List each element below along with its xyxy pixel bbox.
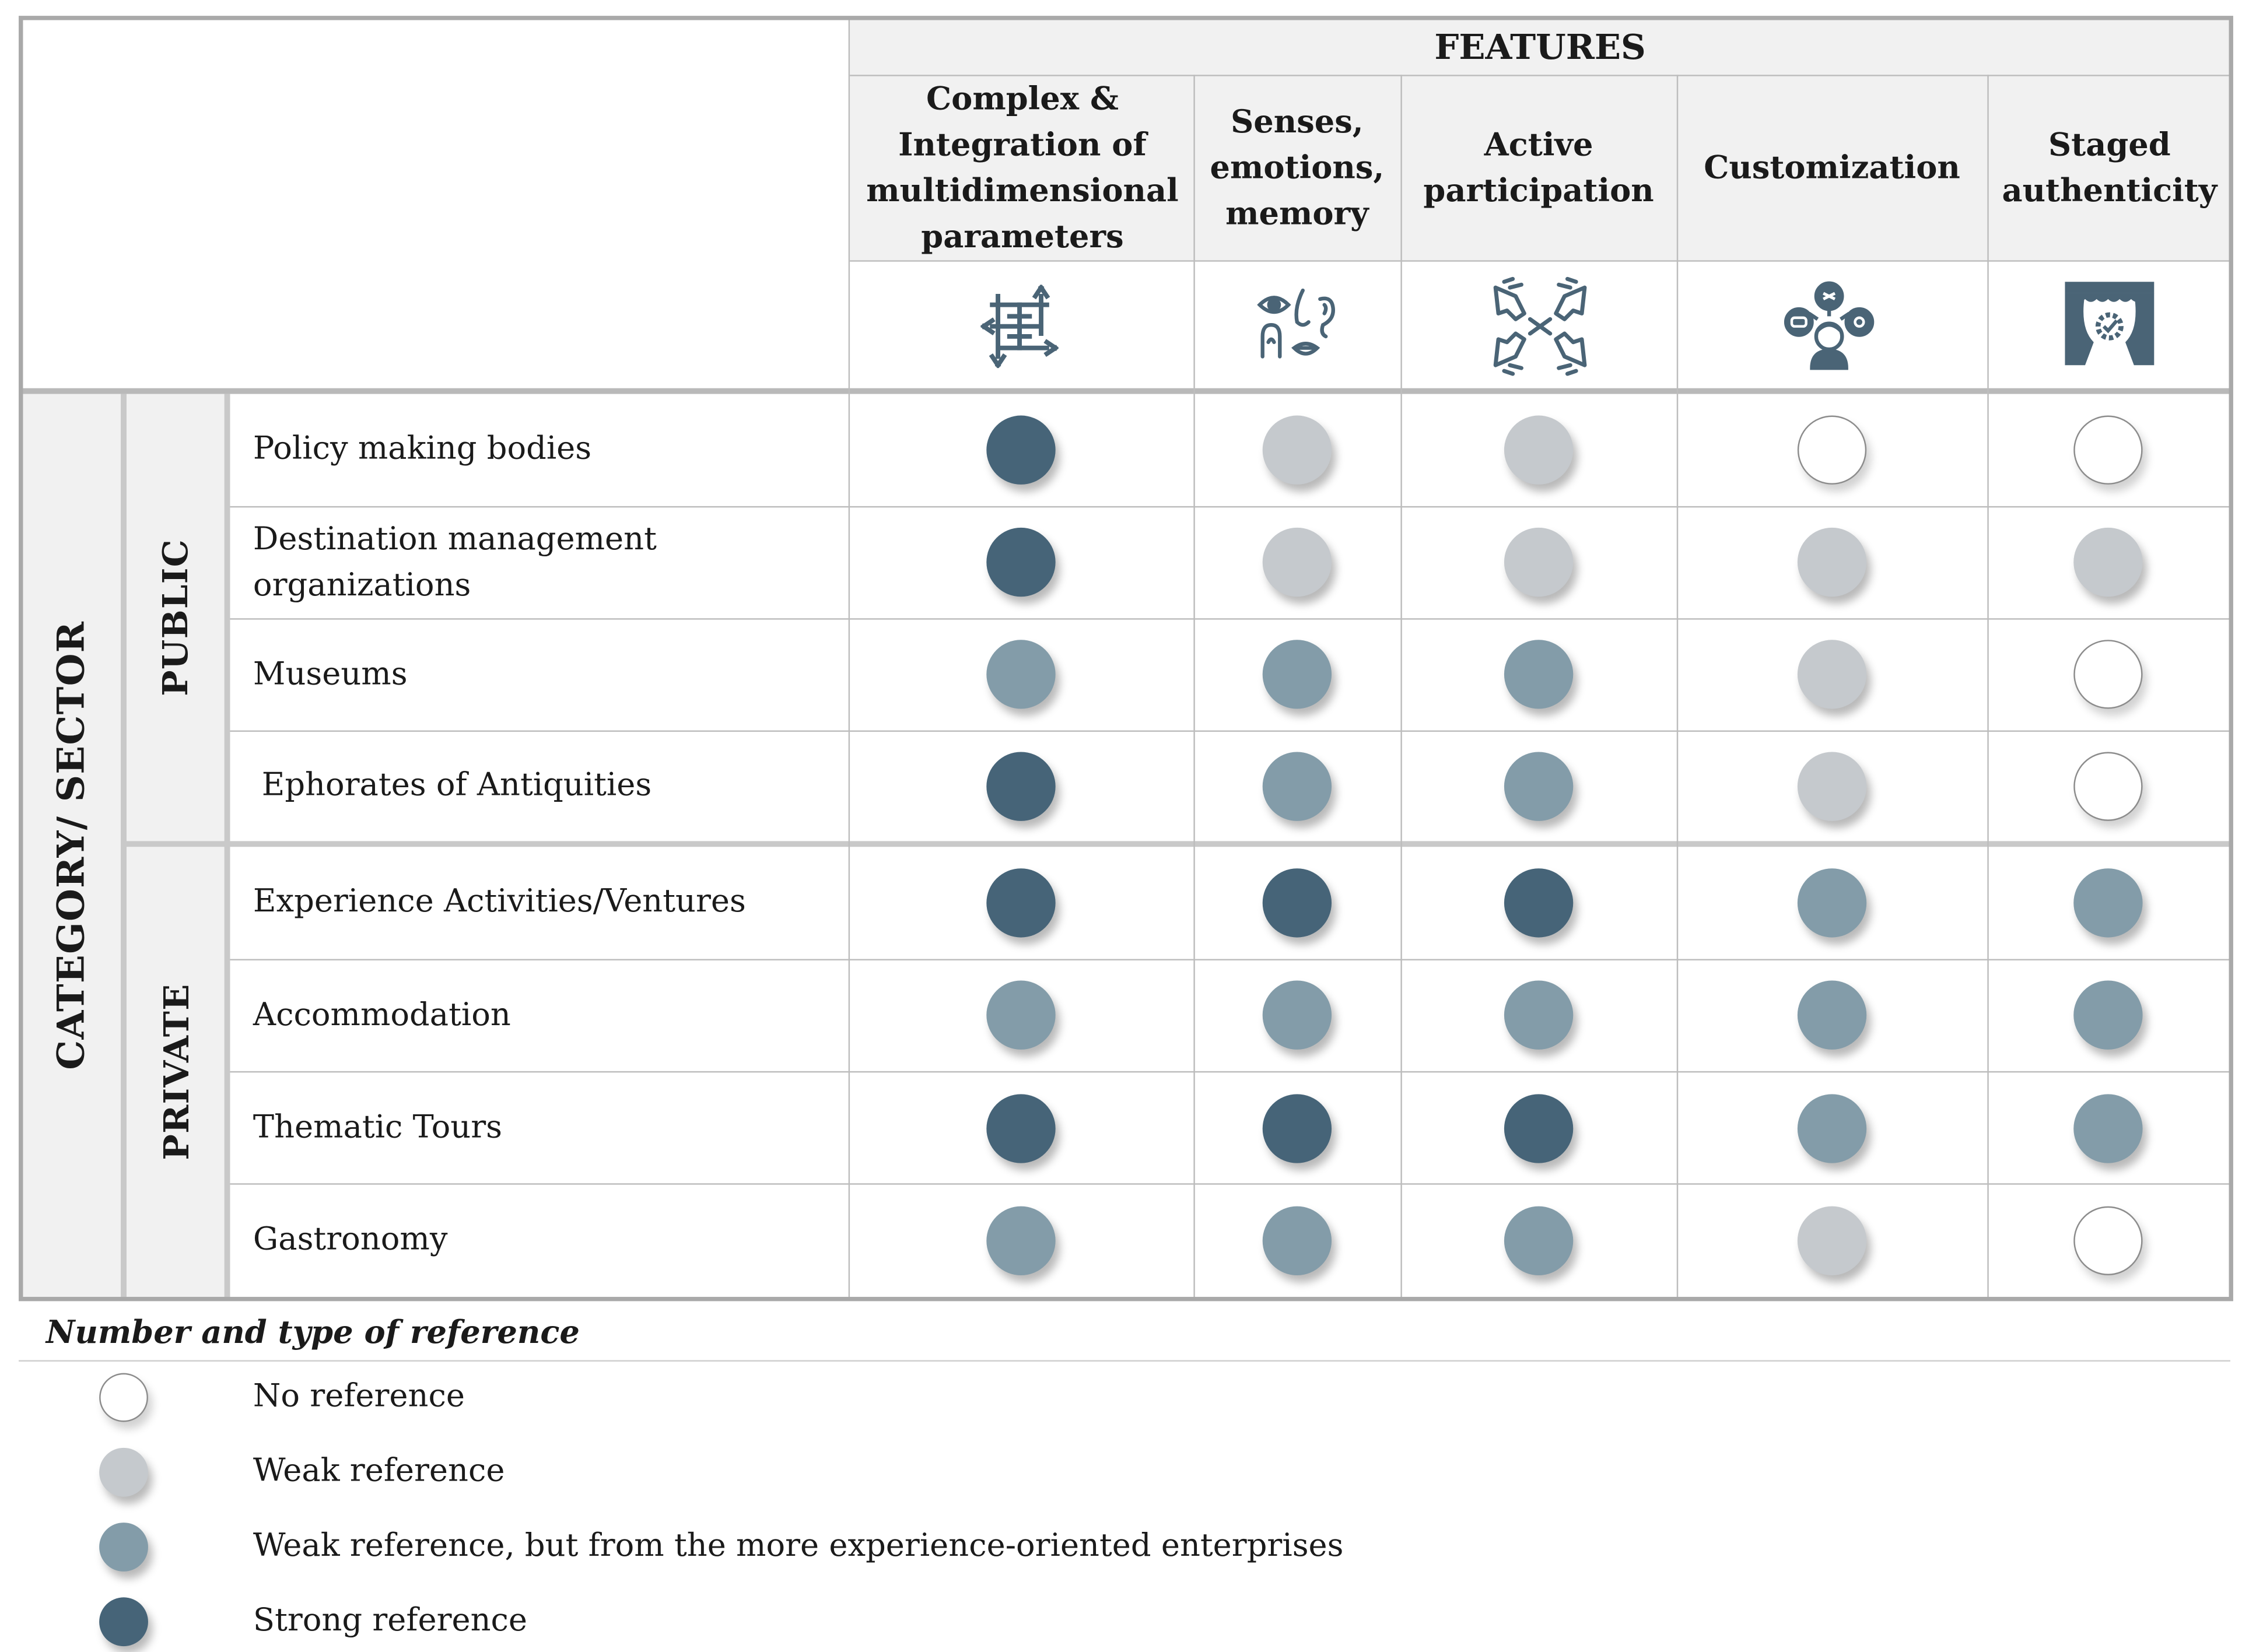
reference-dot xyxy=(1798,868,1866,937)
reference-dot xyxy=(1798,528,1866,597)
private-sector-label: PRIVATE xyxy=(155,983,197,1160)
reference-dot xyxy=(2073,981,2142,1050)
row-label-tours: Thematic Tours xyxy=(253,1109,502,1145)
reference-dot xyxy=(1798,416,1866,485)
reference-dot xyxy=(986,1094,1055,1163)
feature-header-staged: Staged authenticity xyxy=(2002,125,2218,209)
reference-dot xyxy=(986,752,1055,821)
legend-label: Strong reference xyxy=(253,1603,528,1639)
reference-dot xyxy=(1504,752,1573,821)
reference-dot xyxy=(986,416,1055,485)
legend-rule xyxy=(19,1360,2230,1361)
reference-dot xyxy=(1504,868,1573,937)
reference-dot xyxy=(986,640,1055,708)
reference-dot xyxy=(1263,640,1332,708)
reference-dot xyxy=(2073,416,2142,485)
row-label-museums: Museums xyxy=(253,656,408,693)
row-label-ephorates: Ephorates of Antiquities xyxy=(261,767,652,804)
reference-dot xyxy=(1798,1094,1866,1163)
row-label-gastronomy: Gastronomy xyxy=(253,1222,448,1258)
reference-dot xyxy=(2073,752,2142,821)
feature-header-customization: Customization xyxy=(1704,149,1960,187)
reference-dot xyxy=(1504,640,1573,708)
row-label-experience: Experience Activities/Ventures xyxy=(253,884,746,920)
reference-dot xyxy=(1798,640,1866,708)
reference-dot xyxy=(986,528,1055,597)
feature-header-complex: Complex & Integration of multidimensional parameters xyxy=(866,79,1179,255)
reference-dot xyxy=(2073,528,2142,597)
reference-dot xyxy=(1263,868,1332,937)
reference-dot xyxy=(1263,752,1332,821)
reference-dot xyxy=(1798,752,1866,821)
reference-dot xyxy=(1263,1094,1332,1163)
features-group-title: FEATURES xyxy=(1434,26,1646,68)
reference-dot xyxy=(986,868,1055,937)
reference-dot xyxy=(1798,981,1866,1050)
row-label-accommodation: Accommodation xyxy=(253,997,511,1033)
reference-dot xyxy=(1263,981,1332,1050)
row-label-policy: Policy making bodies xyxy=(253,431,592,468)
legend-label: Weak reference xyxy=(253,1453,505,1490)
reference-dot xyxy=(2073,640,2142,708)
reference-dot xyxy=(1504,1206,1573,1275)
legend-label: No reference xyxy=(253,1379,465,1415)
feature-header-senses: Senses, emotions, memory xyxy=(1210,103,1385,233)
reference-dot xyxy=(2073,1094,2142,1163)
reference-dot xyxy=(1263,528,1332,597)
feature-header-participation: Active participation xyxy=(1423,125,1654,209)
legend-swatch xyxy=(99,1448,148,1497)
reference-dot xyxy=(1504,528,1573,597)
reference-dot xyxy=(2073,868,2142,937)
reference-dot xyxy=(1263,1206,1332,1275)
reference-dot xyxy=(1504,416,1573,485)
category-sector-label: CATEGORY/ SECTOR xyxy=(50,620,94,1070)
public-sector-label: PUBLIC xyxy=(155,539,197,696)
reference-dot xyxy=(1504,1094,1573,1163)
legend-swatch xyxy=(99,1523,148,1572)
legend-swatch xyxy=(99,1597,148,1646)
reference-dot xyxy=(1798,1206,1866,1275)
legend-label: Weak reference, but from the more experience-oriented enterprises xyxy=(253,1528,1344,1565)
row-label-dmo: Destination management organizations xyxy=(253,521,657,604)
legend-swatch xyxy=(99,1373,148,1422)
legend xyxy=(0,1366,2249,1652)
reference-dot xyxy=(986,981,1055,1050)
reference-dot xyxy=(986,1206,1055,1275)
reference-dot xyxy=(1263,416,1332,485)
reference-dot xyxy=(2073,1206,2142,1275)
reference-dot xyxy=(1504,981,1573,1050)
legend-title: Number and type of reference xyxy=(45,1314,580,1352)
